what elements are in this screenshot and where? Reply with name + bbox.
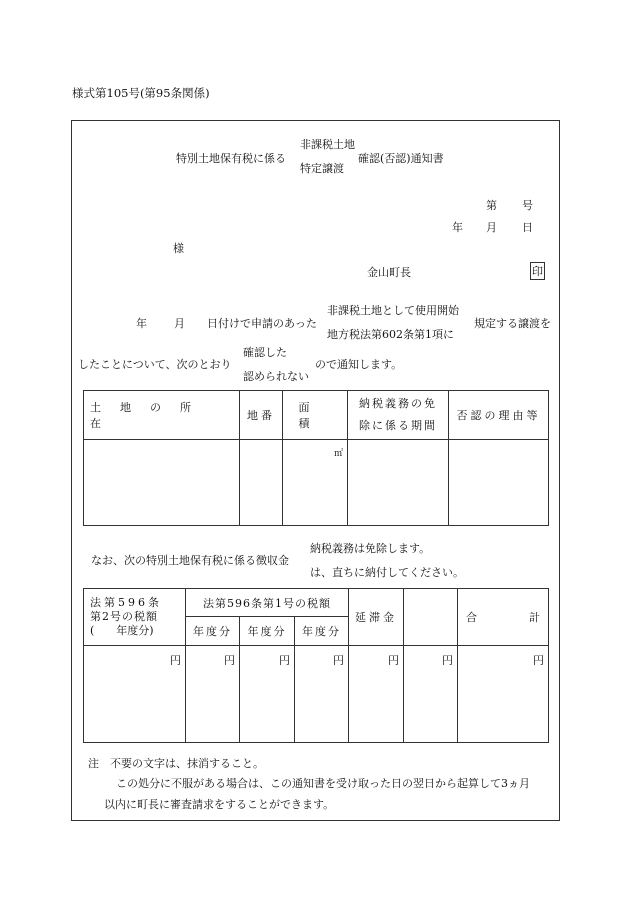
body-year: 年 — [136, 317, 147, 330]
lot-number-cell — [240, 440, 283, 526]
title-prefix: 特別土地保有税に係る — [176, 152, 286, 165]
area-header: 面積 — [283, 391, 348, 440]
total-header: 合 計 — [458, 589, 549, 646]
number-go: 号 — [522, 199, 533, 212]
area-unit: ㎡ — [333, 449, 343, 459]
land-location-header: 土地の所在 — [84, 391, 240, 440]
amount-cell-1: 円 — [84, 646, 186, 743]
exemption-period-cell — [348, 440, 449, 526]
form-number: 様式第105号(第95条関係) — [72, 86, 210, 100]
notice-option-top: 納税義務は免除します。 — [310, 542, 431, 555]
blank-header — [404, 589, 458, 646]
fiscal-year-header-2: 年度分 — [240, 617, 295, 646]
title-suffix: 確認(否認)通知書 — [358, 152, 444, 165]
amount-cell-3: 円 — [240, 646, 295, 743]
amount-cell-5: 円 — [349, 646, 404, 743]
body-line2-prefix: したことについて、次のとおり — [78, 358, 232, 371]
note-line-3: 以内に町長に審査請求をすることができます。 — [104, 798, 335, 811]
late-fee-header: 延滞金 — [349, 589, 404, 646]
seal-stamp: 印 — [530, 262, 545, 280]
area-cell — [283, 440, 348, 526]
addressee-suffix: 様 — [173, 242, 184, 255]
article596-1-header: 法第596条第1号の税額 — [186, 589, 349, 617]
fiscal-year-header-3: 年度分 — [295, 617, 349, 646]
date-day: 日 — [522, 221, 533, 234]
denial-reason-header: 否認の理由等 — [449, 391, 549, 440]
body-option2-top: 確認した — [243, 346, 287, 359]
fiscal-year-header-1: 年度分 — [186, 617, 240, 646]
notice-prefix: なお、次の特別土地保有税に係る徴収金 — [91, 554, 289, 567]
number-dai: 第 — [486, 199, 497, 212]
body-option2-bottom: 認められない — [243, 370, 309, 383]
body-option1-bottom: 地方税法第602条第1項に — [327, 328, 454, 341]
date-year: 年 — [452, 221, 463, 234]
title-option-top: 非課税土地 — [300, 138, 355, 151]
sender: 金山町長 — [367, 266, 411, 279]
note-line-2: この処分に不服がある場合は、この通知書を受け取った日の翌日から起算して3ヵ月 — [116, 777, 530, 790]
tax-amount-table — [83, 588, 549, 743]
body-date-phrase: 日付けで申請のあった — [207, 317, 317, 330]
article596-2-header: 法第596条 第2号の税額 ( 年度分) — [84, 589, 186, 646]
body-option1-top: 非課税土地として使用開始 — [327, 304, 459, 317]
date-month: 月 — [486, 221, 497, 234]
lot-number-header: 地番 — [240, 391, 283, 440]
amount-cell-6: 円 — [404, 646, 458, 743]
notice-option-bottom: は、直ちに納付してください。 — [310, 566, 464, 579]
denial-reason-cell — [449, 440, 549, 526]
exemption-period-header: 納税義務の免 除に係る期間 — [348, 391, 449, 440]
note-line-1: 注 不要の文字は、抹消すること。 — [88, 757, 264, 770]
title-option-bottom: 特定譲渡 — [300, 162, 344, 175]
body-line2-suffix: ので通知します。 — [315, 358, 403, 371]
amount-cell-4: 円 — [295, 646, 349, 743]
amount-cell-2: 円 — [186, 646, 240, 743]
body-after-option1: 規定する譲渡を — [474, 317, 551, 330]
body-month: 月 — [174, 317, 185, 330]
land-location-cell — [84, 440, 240, 526]
amount-cell-7: 円 — [458, 646, 549, 743]
land-table — [83, 390, 549, 526]
